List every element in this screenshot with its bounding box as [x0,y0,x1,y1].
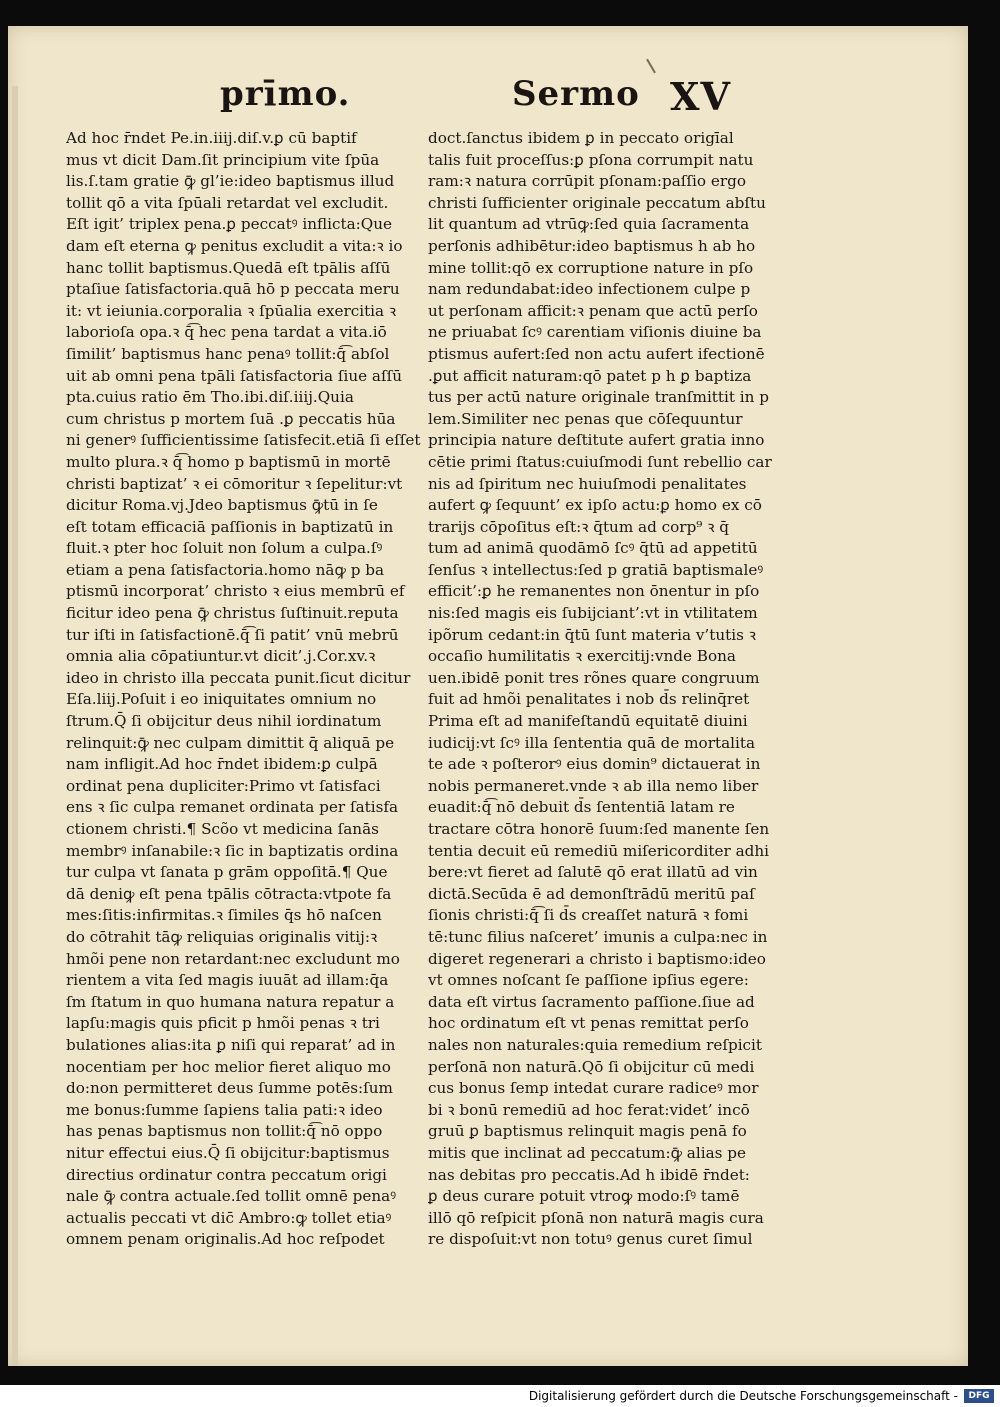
text-line: ut perſonam afficit:ꝛ penam que actū perſo [428,301,758,320]
text-line: mes:ſitis:infirmitas.ꝛ ſimiles q̄s hō naſcen [66,906,382,925]
text-line: lit quantum ad vtrūꝙ:ſed quia ſacramenta [428,215,750,234]
text-line: Ad hoc r̄ndet Pe.in.iiij.diſ.v.ꝑ cū baptif [66,129,357,147]
dfg-logo: DFG [964,1389,994,1403]
text-line: ſm ſtatum in quo humana natura repatur a [66,992,395,1011]
text-line: nocentiam per hoc melior fieret aliquo mo [66,1057,391,1076]
text-line: occaſio humilitatis ꝛ exercitij:vnde Bona [428,647,736,666]
text-line: fuit ad hmõi penalitates i nob d̄s relinq̄ret [428,690,750,709]
text-line: christi ſufficienter originale peccatum abſtu [428,193,766,212]
text-line: do cōtrahit tāꝙ reliquias originalis vitij:ꝛ [66,927,378,946]
text-line: lem.Similiter nec penas que cōſequuntur [428,409,743,428]
text-line: nam infligit.Ad hoc r̄ndet ibidem:ꝑ culpā [66,755,378,774]
text-line: lapſu:magis quis pficit p hmõi penas ꝛ tri [66,1014,380,1033]
text-line: rientem a vita ſed magis iuuāt ad illam:q̄a [66,971,389,990]
text-line: digeret regenerari a christo i baptismo:ideo [428,949,766,968]
text-line: actualis peccati vt dic̄ Ambro:ꝙ tollet etiaꝰ [66,1208,392,1227]
text-line: ideo in christo illa peccata punit.ſicut dicitur [66,668,411,687]
text-line: do:non permitteret deus ſumme potēs:ſum [66,1079,393,1098]
text-line: cus bonus ſemp intedat curare radiceꝰ mor [428,1079,759,1098]
text-line: aufert ꝙ ſequunt’ ex ipſo actu:ꝑ homo ex cō [428,496,762,515]
text-line: tum ad animā quodāmō ſcꝰ q̄tū ad appetitū [428,539,758,558]
text-line: nam redundabat:ideo infectionem culpe p [428,280,751,299]
text-line: omnia alia cōpatiuntur.vt dicit’.j.Cor.xv.ꝛ [66,647,376,666]
text-line: directius ordinatur contra peccatum origi [66,1165,387,1184]
text-line: tur culpa vt ſanata p grām oppoſitā.¶ Que [66,863,388,882]
text-line: ptismus aufert:ſed non actu aufert ifectionē [428,344,765,363]
text-line: nales non naturales:quia remedium reſpicit [428,1035,763,1054]
text-line: iudicij:vt ſcꝰ illa ſententia quā de mortalita [428,733,755,752]
text-line: cētie primi ſtatus:cuiuſmodi ſunt rebellio car [428,452,772,471]
text-line: it: vt ieiunia.corporalia ꝛ ſpūalia exercitia ꝛ [66,301,397,320]
text-line: uen.ibidē ponit tres rõnes quare congruum [428,668,760,687]
text-line: principia nature deſtitute aufert gratia inno [428,431,765,450]
text-line: gruū ꝑ baptismus relinquit magis penā fo [428,1122,747,1141]
text-line: ens ꝛ ſic culpa remanet ordinata per ſatisfa [66,798,399,817]
text-line: ipõrum cedant:in q̄tū ſunt materia v’tutis ꝛ [428,625,756,644]
text-line: tur iſti in ſatisfactionē.q̄͡ ſi patit’ vnū mebrū [66,625,399,644]
text-column-right [428,128,784,1251]
text-line: re dispoſuit:vt non totuꝰ genus curet ſimul [428,1230,753,1249]
text-line: nale ꝙ̄ contra actuale.ſed tollit omnē penaꝰ [66,1187,396,1206]
text-line: laborioſa opa.ꝛ q̄͡ hec pena tardat a vita.iō [66,323,387,342]
text-line: te ade ꝛ poſterorꝰ eius domin⁹ dictauerat in [428,755,761,774]
text-line: mine tollit:qō ex corruptione nature in pſo [428,258,754,277]
text-column-left [66,128,422,1251]
text-line: christi baptizat’ ꝛ ei cōmoritur ꝛ ſepelitur:vt [66,474,403,493]
text-line: tentia decuit eū remediū miſericorditer adhi [428,841,769,860]
text-line: relinquit:ꝙ̄ nec culpam dimittit q̄̄ aliquā pe [66,733,395,752]
text-line: pta.cuius ratio ēm Tho.ibi.diſ.iiij.Quia [66,388,354,407]
text-line: ptismū incorporat’ christo ꝛ eius membrū ef [66,582,405,601]
text-line: hanc tollit baptismus.Quedā eſt tpālis aſſū [66,258,391,277]
text-line: lis.ſ.tam gratie ꝙ̄ gl’ie:ideo baptismus illud [66,172,395,191]
text-line: ni generꝰ ſufficientissime ſatisfecit.etiā ſi eſſet [66,431,421,450]
text-line: ram:ꝛ natura corrūpit pſonam:paſſio ergo [428,172,746,191]
text-line: data eſt virtus ſacramento paſſione.ſiue ad [428,992,755,1011]
text-line: ctionem christi.¶ Scõo vt medicina ſanās [66,820,379,838]
text-line: ſtrum.Q̄ ſi obijcitur deus nihil iordinatum [66,712,382,731]
text-line: tollit qō a vita ſpūali retardat vel excludit. [66,193,389,212]
text-line: doct.ſanctus ibidem ꝑ in peccato origīal [428,129,734,147]
text-line: multo plura.ꝛ q̄͡ homo p baptismū in mortē [66,452,391,471]
text-line: eſt totam efficaciā paſſionis in baptizatū in [66,517,394,536]
text-line: fluit.ꝛ pter hoc ſoluit non ſolum a culpa.ſꝰ [66,539,383,558]
text-line: bi ꝛ bonū remediū ad hoc ferat:videt’ incō [428,1100,750,1119]
text-line: bulationes alias:ita ꝑ niſi qui reparat’ ad in [66,1035,396,1054]
text-line: nis ad ſpiritum nec huiuſmodi penalitates [428,474,747,493]
text-line: tractare cōtra honorē ſuum:ſed manente ſen [428,820,770,838]
text-line: ordinat pena dupliciter:Primo vt ſatisfaci [66,776,381,795]
text-line: mus vt dicit Dam.ſit principium vite ſpūa [66,150,380,169]
text-line: bere:vt fieret ad ſalutē qō erat illatū ad vin [428,863,758,882]
running-head-number: XV [670,74,731,119]
text-line: ſimilit’ baptismus hanc penaꝰ tollit:q̄͡ abſol [66,344,390,363]
text-line: hmõi pene non retardant:nec excludunt mo [66,949,400,968]
text-line: .ꝑut afficit naturam:qō patet p h ꝑ baptiza [428,366,752,385]
text-line: ptaſiue ſatisfactoria.quā hō p peccata meru [66,280,400,299]
text-line: dictā.Secūda ē ad demonſtrādū meritū paſ [428,884,755,903]
text-line: dā deniꝙ eſt pena tpālis cōtracta:vtpote fa [66,884,392,903]
text-line: ne priuabat ſcꝰ carentiam viſionis diuine ba [428,323,762,342]
text-line: ꝑ deus curare potuit vtroꝙ modo:ſꝰ tamē [428,1187,740,1206]
text-line: nobis permaneret.vnde ꝛ ab illa nemo liber [428,776,759,795]
text-line: Eſa.liij.Poſuit i eo iniquitates omnium no [66,690,377,709]
text-line: perſonā non naturā.Qō ſi obijcitur cū medi [428,1057,755,1076]
text-line: euadit:q̄͡ nō debuit d̄s ſententiā latam re [428,798,735,817]
text-line: has penas baptismus non tollit:q̄͡ nō oppo [66,1122,383,1141]
text-line: talis fuit proceſſus:ꝑ pſona corrumpit natu [428,150,754,169]
text-line: cum christus p mortem ſuā .ꝑ peccatis hūa [66,409,396,428]
page-edge [12,86,18,1366]
text-line: nis:ſed magis eis ſubijciant’:vt in vtilitatem [428,604,758,623]
text-line: hoc ordinatum eſt vt penas remittat perſo [428,1014,749,1033]
text-line: dam eſt eterna ꝙ penitus excludit a vita:ꝛ io [66,236,403,255]
text-line: illō qō reſpicit pſonā non naturā magis cura [428,1208,764,1227]
text-line: trarijs cōpoſitus eſt:ꝛ q̄tum ad corp⁹ ꝛ q̄ [428,517,729,536]
text-line: ficitur ideo pena ꝙ̄ christus ſuſtinuit.reputa [66,604,399,623]
footer-credit: Digitalisierung gefördert durch die Deutsche Forschungsgemeinschaft - [528,1389,958,1403]
text-line: tē:tunc filius naſceret’ imunis a culpa:nec in [428,927,768,946]
text-line: omnem penam originalis.Ad hoc reſpodet [66,1230,385,1249]
text-line: tus per actū nature originale tranſmittit in p [428,388,769,407]
text-line: Prima eſt ad manifeſtandū equitatē diuini [428,712,748,731]
text-line: nas debitas pro peccatis.Ad h ibidē r̄ndet: [428,1165,750,1184]
text-line: vt omnes noſcant ſe paſſione ipſius egere: [428,971,749,990]
text-line: dicitur Roma.vj.Jdeo baptismus ꝙ̄tū in ſe [66,496,378,515]
text-line: membrꝰ inſanabile:ꝛ ſic in baptizatis ordina [66,841,399,860]
text-line: uit ab omni pena tpāli ſatisfactoria ſiue aſſū [66,366,402,385]
text-line: etiam a pena ſatisfactoria.homo nāꝙ p ba [66,560,385,579]
text-line: efficit’:ꝑ he remanentes non ōnentur in pſo [428,582,760,601]
text-line: ſenſus ꝛ intellectus:ſed p gratiā baptismaleꝰ [428,560,764,579]
text-line: nitur effectui eius.Q̄ ſi obijcitur:baptismus [66,1143,390,1162]
text-line: perſonis adhibētur:ideo baptismus h ab ho [428,236,756,255]
text-line: mitis que inclinat ad peccatum:ꝙ̄ alias pe [428,1143,746,1162]
text-line: me bonus:ſumme ſapiens talia pati:ꝛ ideo [66,1100,383,1119]
running-head-left: prīmo. [220,74,351,114]
text-line: Eſt igit’ triplex pena.ꝑ peccatꝰ inflicta:Que [66,215,392,234]
text-line: ſionis christi:q̄͡ ſi d̄s creaſſet naturā ꝛ fomi [428,906,749,925]
running-head-sermo: Sermo [512,74,640,114]
footer-bar [0,1385,1000,1407]
